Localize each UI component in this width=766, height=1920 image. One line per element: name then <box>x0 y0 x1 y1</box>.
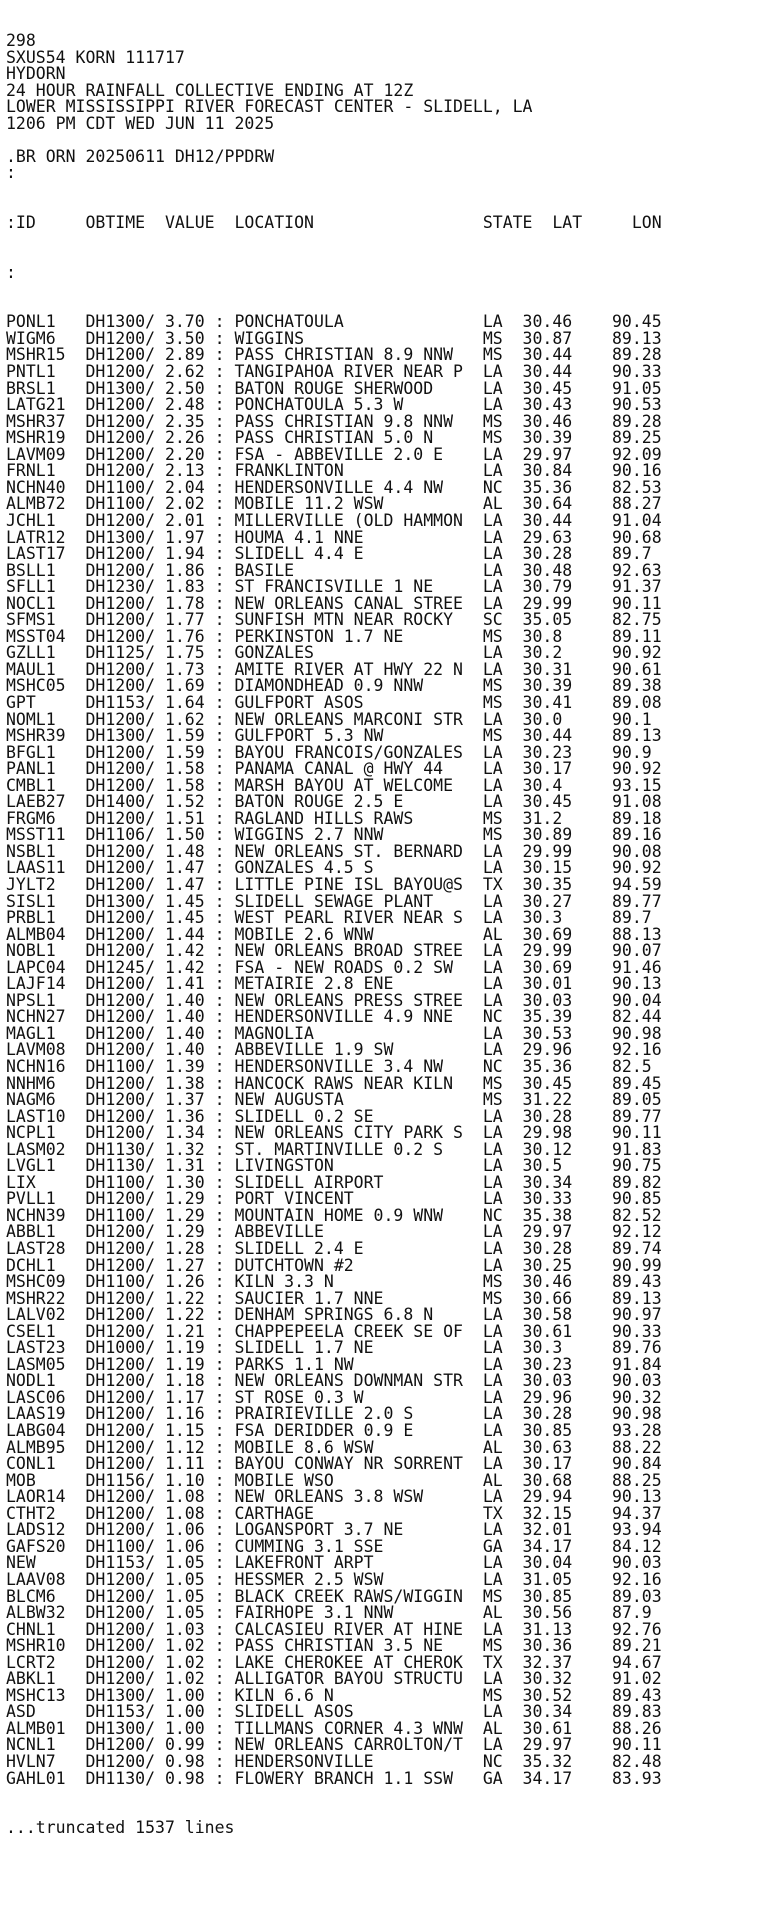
table-row: ABBL1 DH1200/ 1.29 : ABBEVILLE LA 29.97 92.12 <box>6 1224 662 1242</box>
table-row: LASM05 DH1200/ 1.19 : PARKS 1.1 NW LA 30.23 91.84 <box>6 1356 662 1374</box>
table-row: LAOR14 DH1200/ 1.08 : NEW ORLEANS 3.8 WSW LA 29.94 90.13 <box>6 1489 662 1506</box>
table-row: MAUL1 DH1200/ 1.73 : AMITE RIVER AT HWY 22 N LA 30.31 90.61 <box>6 661 662 679</box>
header-line: HYDORN <box>6 66 66 83</box>
table-row: FRGM6 DH1200/ 1.51 : RAGLAND HILLS RAWS MS 31.2 89.18 <box>6 810 662 828</box>
table-row: NCHN27 DH1200/ 1.40 : HENDERSONVILLE 4.9 NNE NC 35.39 82.44 <box>6 1009 662 1026</box>
table-row: GAFS20 DH1100/ 1.06 : CUMMING 3.1 SSE GA 34.17 84.12 <box>6 1538 662 1556</box>
table-row: DCHL1 DH1200/ 1.27 : DUTCHTOWN #2 LA 30.25 90.99 <box>6 1257 662 1275</box>
table-row: BRSL1 DH1300/ 2.50 : BATON ROUGE SHERWOOD LA 30.45 91.05 <box>6 380 662 398</box>
table-row: NOML1 DH1200/ 1.62 : NEW ORLEANS MARCONI STR LA 30.0 90.1 <box>6 711 652 729</box>
table-row: ASD DH1153/ 1.00 : SLIDELL ASOS LA 30.34 89.83 <box>6 1704 662 1721</box>
table-row: MSHR10 DH1200/ 1.02 : PASS CHRISTIAN 3.5 NE MS 30.36 89.21 <box>6 1638 662 1655</box>
table-row: NOCL1 DH1200/ 1.78 : NEW ORLEANS CANAL STREE LA 29.99 90.11 <box>6 595 662 613</box>
table-row: BSLL1 DH1200/ 1.86 : BASILE LA 30.48 92.63 <box>6 562 662 580</box>
table-row: LAST23 DH1000/ 1.19 : SLIDELL 1.7 NE LA 30.3 89.76 <box>6 1340 662 1357</box>
table-row: NCPL1 DH1200/ 1.34 : NEW ORLEANS CITY PARK S LA 29.98 90.11 <box>6 1125 662 1142</box>
table-row: CTHT2 DH1200/ 1.08 : CARTHAGE TX 32.15 94.37 <box>6 1505 662 1523</box>
table-row: LADS12 DH1200/ 1.06 : LOGANSPORT 3.7 NE LA 32.01 93.94 <box>6 1522 662 1539</box>
table-row: ABKL1 DH1200/ 1.02 : ALLIGATOR BAYOU STRUCTU LA 30.32 91.02 <box>6 1671 662 1688</box>
table-row: ALMB95 DH1200/ 1.12 : MOBILE 8.6 WSW AL 30.63 88.22 <box>6 1439 662 1457</box>
header-line: SXUS54 KORN 111717 <box>6 49 185 67</box>
table-row: MSHR39 DH1300/ 1.59 : GULFPORT 5.3 NW MS 30.44 89.13 <box>6 728 662 745</box>
table-row: PRBL1 DH1200/ 1.45 : WEST PEARL RIVER NEAR S LA 30.3 89.7 <box>6 910 652 927</box>
table-row: LAAS19 DH1200/ 1.16 : PRAIRIEVILLE 2.0 S LA 30.28 90.98 <box>6 1406 662 1424</box>
table-row: BFGL1 DH1200/ 1.59 : BAYOU FRANCOIS/GONZALES LA 30.23 90.9 <box>6 744 652 762</box>
table-row: LATG21 DH1200/ 2.48 : PONCHATOULA 5.3 W LA 30.43 90.53 <box>6 397 662 414</box>
table-row: MSHC13 DH1300/ 1.00 : KILN 6.6 N MS 30.52 89.43 <box>6 1687 662 1705</box>
table-row: NAGM6 DH1200/ 1.37 : NEW AUGUSTA MS 31.22 89.05 <box>6 1092 662 1109</box>
table-row: MSST11 DH1106/ 1.50 : WIGGINS 2.7 NNW MS 30.89 89.16 <box>6 827 662 844</box>
table-row: SFLL1 DH1230/ 1.83 : ST FRANCISVILLE 1 NE LA 30.79 91.37 <box>6 579 662 596</box>
table-row: GAHL01 DH1130/ 0.98 : FLOWERY BRANCH 1.1 SSW GA 34.17 83.93 <box>6 1770 662 1788</box>
table-row: ALMB04 DH1200/ 1.44 : MOBILE 2.6 WNW AL 30.69 88.13 <box>6 926 662 944</box>
table-row: LALV02 DH1200/ 1.22 : DENHAM SPRINGS 6.8 N LA 30.58 90.97 <box>6 1307 662 1324</box>
table-row: PVLL1 DH1200/ 1.29 : PORT VINCENT LA 30.33 90.85 <box>6 1191 662 1208</box>
table-row: ALMB72 DH1100/ 2.02 : MOBILE 11.2 WSW AL 30.64 88.27 <box>6 496 662 513</box>
column-header-line: :ID OBTIME VALUE LOCATION STATE LAT LON <box>6 215 662 232</box>
table-row: MAGL1 DH1200/ 1.40 : MAGNOLIA LA 30.53 90.98 <box>6 1025 662 1043</box>
table-row: NCHN40 DH1100/ 2.04 : HENDERSONVILLE 4.4 NW NC 35.36 82.53 <box>6 479 662 497</box>
table-row: LCRT2 DH1200/ 1.02 : LAKE CHEROKEE AT CHEROK TX 32.37 94.67 <box>6 1654 662 1672</box>
table-row: JCHL1 DH1200/ 2.01 : MILLERVILLE (OLD HAMMON LA 30.44 91.04 <box>6 512 662 530</box>
table-row: NCHN39 DH1100/ 1.29 : MOUNTAIN HOME 0.9 WNW NC 35.38 82.52 <box>6 1207 662 1225</box>
table-row: NEW DH1153/ 1.05 : LAKEFRONT ARPT LA 30.04 90.03 <box>6 1555 662 1572</box>
table-row: MOB DH1156/ 1.10 : MOBILE WSO AL 30.68 88.25 <box>6 1472 662 1490</box>
table-row: LAVM09 DH1200/ 2.20 : FSA - ABBEVILLE 2.0 E LA 29.97 92.09 <box>6 446 662 464</box>
table-row: WIGM6 DH1200/ 3.50 : WIGGINS MS 30.87 89.13 <box>6 330 662 348</box>
table-row: BLCM6 DH1200/ 1.05 : BLACK CREEK RAWS/WIGGIN MS 30.85 89.03 <box>6 1588 662 1606</box>
table-row: CSEL1 DH1200/ 1.21 : CHAPPEPEELA CREEK SE OF LA 30.61 90.33 <box>6 1323 662 1341</box>
bulletin-header <box>6 33 766 182</box>
table-row: LIX DH1100/ 1.30 : SLIDELL AIRPORT LA 30.34 89.82 <box>6 1174 662 1192</box>
table-row: NODL1 DH1200/ 1.18 : NEW ORLEANS DOWNMAN STR LA 30.03 90.03 <box>6 1373 662 1390</box>
table-row: NCNL1 DH1200/ 0.99 : NEW ORLEANS CARROLTON/T LA 29.97 90.11 <box>6 1737 662 1754</box>
header-line: LOWER MISSISSIPPI RIVER FORECAST CENTER - SLIDELL, LA <box>6 99 533 116</box>
truncation-notice: ...truncated 1537 lines <box>6 1820 235 1837</box>
table-row: MSST04 DH1200/ 1.76 : PERKINSTON 1.7 NE MS 30.8 89.11 <box>6 628 662 646</box>
table-row: LASM02 DH1130/ 1.32 : ST. MARTINVILLE 0.2 S LA 30.12 91.83 <box>6 1141 662 1159</box>
table-row: NPSL1 DH1200/ 1.40 : NEW ORLEANS PRESS STREE LA 30.03 90.04 <box>6 992 662 1010</box>
table-row: MSHC05 DH1200/ 1.69 : DIAMONDHEAD 0.9 NNW MS 30.39 89.38 <box>6 678 662 695</box>
table-row: GPT DH1153/ 1.64 : GULFPORT ASOS MS 30.41 89.08 <box>6 694 662 712</box>
table-row: MSHC09 DH1100/ 1.26 : KILN 3.3 N MS 30.46 89.43 <box>6 1274 662 1291</box>
table-row: GZLL1 DH1125/ 1.75 : GONZALES LA 30.2 90.92 <box>6 645 662 662</box>
table-row: NCHN16 DH1100/ 1.39 : HENDERSONVILLE 3.4 NW NC 35.36 82.5 <box>6 1059 652 1076</box>
table-row: LAST10 DH1200/ 1.36 : SLIDELL 0.2 SE LA 30.28 89.77 <box>6 1108 662 1126</box>
rainfall-table <box>6 314 766 1787</box>
header-line: 1206 PM CDT WED JUN 11 2025 <box>6 115 275 133</box>
table-row: JYLT2 DH1200/ 1.47 : LITTLE PINE ISL BAYOU@S TX 30.35 94.59 <box>6 876 662 894</box>
table-row: CHNL1 DH1200/ 1.03 : CALCASIEU RIVER AT HINE LA 31.13 92.76 <box>6 1621 662 1639</box>
table-row: CONL1 DH1200/ 1.11 : BAYOU CONWAY NR SORRENT LA 30.17 90.84 <box>6 1456 662 1473</box>
table-row: LAJF14 DH1200/ 1.41 : METAIRIE 2.8 ENE LA 30.01 90.13 <box>6 976 662 993</box>
header-line: 298 <box>6 33 36 50</box>
table-row: ALBW32 DH1200/ 1.05 : FAIRHOPE 3.1 NNW AL 30.56 87.9 <box>6 1605 652 1622</box>
post-header-colon-line: : <box>6 264 16 282</box>
table-row: NNHM6 DH1200/ 1.38 : HANCOCK RAWS NEAR KILN MS 30.45 89.45 <box>6 1075 662 1093</box>
table-row: PNTL1 DH1200/ 2.62 : TANGIPAHOA RIVER NEAR P LA 30.44 90.33 <box>6 364 662 381</box>
table-row: LVGL1 DH1130/ 1.31 : LIVINGSTON LA 30.5 90.75 <box>6 1158 662 1175</box>
table-row: PONL1 DH1300/ 3.70 : PONCHATOULA LA 30.46 90.45 <box>6 314 662 331</box>
table-row: CMBL1 DH1200/ 1.58 : MARSH BAYOU AT WELCOME LA 30.4 93.15 <box>6 777 662 795</box>
table-row: ALMB01 DH1300/ 1.00 : TILLMANS CORNER 4.3 WNW AL 30.61 88.26 <box>6 1720 662 1738</box>
table-row: LAEB27 DH1400/ 1.52 : BATON ROUGE 2.5 E LA 30.45 91.08 <box>6 794 662 811</box>
table-row: LAVM08 DH1200/ 1.40 : ABBEVILLE 1.9 SW LA 29.96 92.16 <box>6 1042 662 1059</box>
table-row: MSHR37 DH1200/ 2.35 : PASS CHRISTIAN 9.8 NNW MS 30.46 89.28 <box>6 413 662 431</box>
table-row: NOBL1 DH1200/ 1.42 : NEW ORLEANS BROAD STREE LA 29.99 90.07 <box>6 943 662 960</box>
table-row: HVLN7 DH1200/ 0.98 : HENDERSONVILLE NC 35.32 82.48 <box>6 1753 662 1771</box>
table-row: MSHR15 DH1200/ 2.89 : PASS CHRISTIAN 8.9 NNW MS 30.44 89.28 <box>6 347 662 365</box>
table-row: FRNL1 DH1200/ 2.13 : FRANKLINTON LA 30.84 90.16 <box>6 463 662 480</box>
table-row: NSBL1 DH1200/ 1.48 : NEW ORLEANS ST. BERNARD LA 29.99 90.08 <box>6 843 662 861</box>
header-line <box>6 132 766 149</box>
table-row: PANL1 DH1200/ 1.58 : PANAMA CANAL @ HWY 44 LA 30.17 90.92 <box>6 761 662 778</box>
table-row: SISL1 DH1300/ 1.45 : SLIDELL SEWAGE PLANT LA 30.27 89.77 <box>6 893 662 911</box>
table-row: MSHR22 DH1200/ 1.22 : SAUCIER 1.7 NNE MS 30.66 89.13 <box>6 1290 662 1308</box>
table-row: LABG04 DH1200/ 1.15 : FSA DERIDDER 0.9 E LA 30.85 93.28 <box>6 1423 662 1440</box>
table-row: LAPC04 DH1245/ 1.42 : FSA - NEW ROADS 0.2 SW LA 30.69 91.46 <box>6 959 662 977</box>
table-row: LAAS11 DH1200/ 1.47 : GONZALES 4.5 S LA 30.15 90.92 <box>6 860 662 877</box>
table-row: SFMS1 DH1200/ 1.77 : SUNFISH MTN NEAR ROCKY SC 35.05 82.75 <box>6 612 662 629</box>
table-row: MSHR19 DH1200/ 2.26 : PASS CHRISTIAN 5.0 N MS 30.39 89.25 <box>6 430 662 447</box>
header-line: : <box>6 165 16 183</box>
table-row: LAST17 DH1200/ 1.94 : SLIDELL 4.4 E LA 30.28 89.7 <box>6 546 652 563</box>
table-row: LAAV08 DH1200/ 1.05 : HESSMER 2.5 WSW LA 31.05 92.16 <box>6 1571 662 1589</box>
table-row: LATR12 DH1300/ 1.97 : HOUMA 4.1 NNE LA 29.63 90.68 <box>6 529 662 547</box>
bulletin-text <box>6 0 766 1853</box>
table-row: LAST28 DH1200/ 1.28 : SLIDELL 2.4 E LA 30.28 89.74 <box>6 1241 662 1258</box>
table-row: LASC06 DH1200/ 1.17 : ST ROSE 0.3 W LA 29.96 90.32 <box>6 1389 662 1407</box>
header-line: .BR ORN 20250611 DH12/PPDRW <box>6 148 275 166</box>
header-line: 24 HOUR RAINFALL COLLECTIVE ENDING AT 12Z <box>6 82 414 100</box>
